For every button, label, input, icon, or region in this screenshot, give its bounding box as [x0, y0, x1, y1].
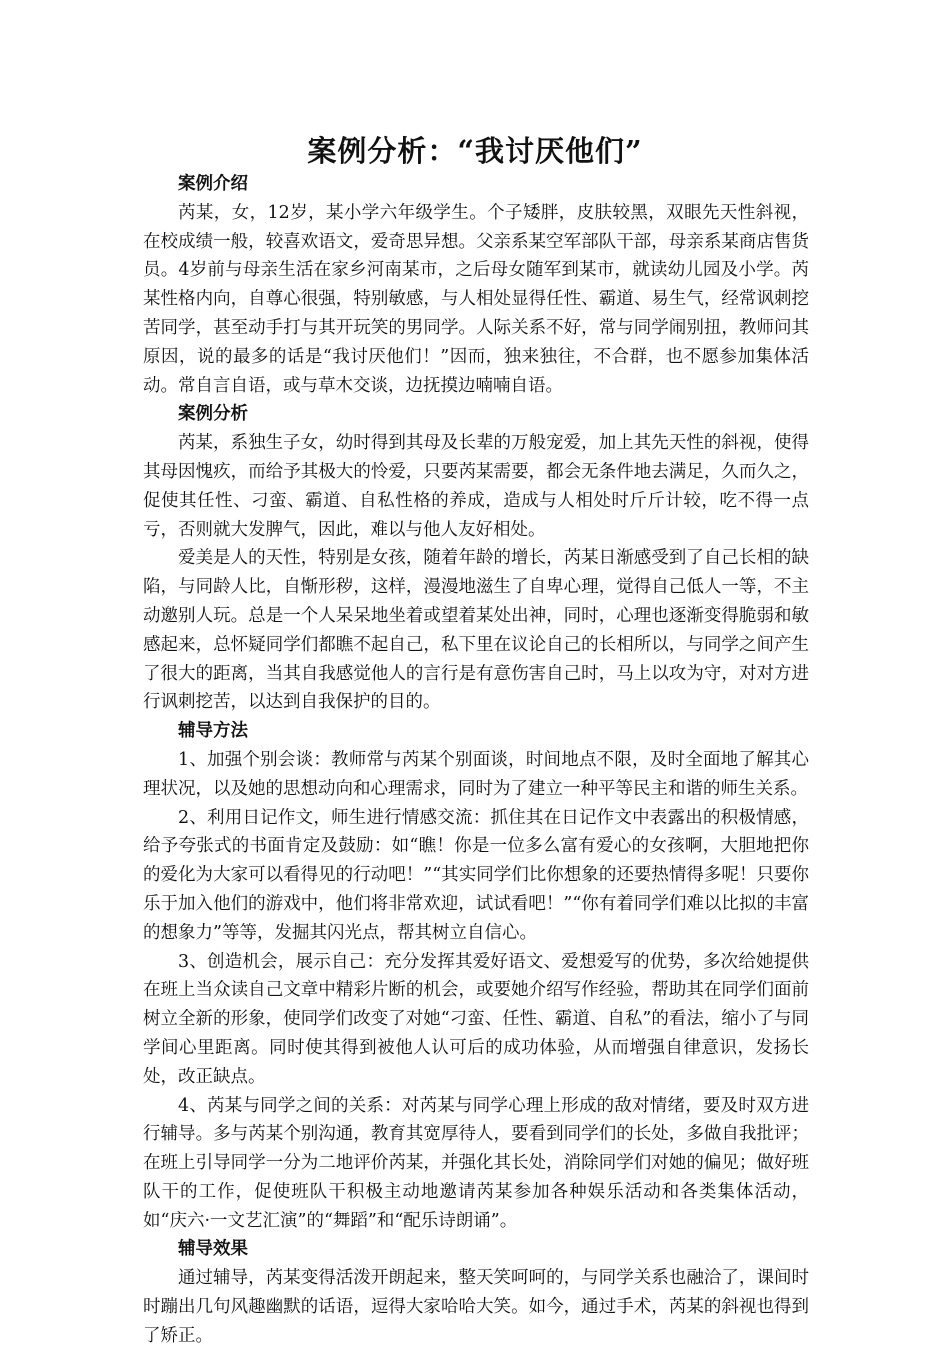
paragraph: 爱美是人的天性，特别是女孩，随着年龄的增长，芮某日渐感受到了自己长相的缺陷，与同龄人比，自惭形秽，这样，漫漫地滋生了自卑心理，觉得自己低人一等，不主动邀别人玩。总是一个人呆呆地坐着或望着某处出神，同时，心理也逐渐变得脆弱和敏感起来，总怀疑同学们都瞧不起自己，私下里在议论自己的长相所以，与同学之间产生了很大的距离，当其自我感觉他人的言行是有意伤害自己时，马上以攻为守，对对方进行讽刺挖苦，以达到自我保护的目的。 [143, 548, 809, 713]
paragraph: 4、芮某与同学之间的关系：对芮某与同学心理上形成的敌对情绪，要及时双方进行辅导。多与芮某个别沟通，教育其宽厚待人，要看到同学们的长处，多做自我批评；在班上引导同学一分为二地评价芮某，并强化其长处，消除同学们对她的偏见；做好班队干的工作，促使班队干积极主动地邀请芮某参加各种娱乐活动和各类集体活动，如“庆六·一文艺汇演”的“舞蹈”和“配乐诗朗诵”。 [143, 1095, 809, 1231]
page-title: 案例分析：“我讨厌他们” [307, 134, 643, 168]
section-heading-counseling-methods: 辅导方法 [178, 721, 248, 742]
document-body [143, 170, 809, 1351]
paragraph: 芮某，系独生子女，幼时得到其母及长辈的万般宠爱，加上其先天性的斜视，使得其母因愧疚，而给予其极大的怜爱，只要芮某需要，都会无条件地去满足，久而久之，促使其任性、刁蛮、霸道、自私性格的养成，造成与人相处时斤斤计较，吃不得一点亏，否则就大发脾气，因此，难以与他人友好相处。 [143, 433, 809, 540]
section-heading-case-intro: 案例介绍 [178, 174, 248, 194]
section-heading-counseling-results: 辅导效果 [178, 1239, 248, 1260]
paragraph: 芮某，女，12岁，某小学六年级学生。个子矮胖，皮肤较黑，双眼先天性斜视，在校成绩一般，较喜欢语文，爱奇思异想。父亲系某空军部队干部，母亲系某商店售货员。4岁前与母亲生活在家乡河南某市，之后母女随军到某市，就读幼儿园及小学。芮某性格内向，自尊心很强，特别敏感，与人相处显得任性、霸道、易生气，经常讽刺挖苦同学，甚至动手打与其开玩笑的男同学。人际关系不好，常与同学闹别扭，教师问其原因，说的最多的话是“我讨厌他们！”因而，独来独往，不合群，也不愿参加集体活动。常自言自语，或与草木交谈，边抚摸边喃喃自语。 [143, 202, 809, 396]
paragraph: 通过辅导，芮某变得活泼开朗起来，整天笑呵呵的，与同学关系也融洽了，课间时时蹦出几句风趣幽默的话语，逗得大家哈哈大笑。如今，通过手术，芮某的斜视也得到了矫正。 [143, 1268, 809, 1346]
paragraph: 1、加强个别会谈：教师常与芮某个别面谈，时间地点不限，及时全面地了解其心理状况，以及她的思想动向和心理需求，同时为了建立一种平等民主和谐的师生关系。 [143, 749, 809, 799]
paragraph: 2、利用日记作文，师生进行情感交流：抓住其在日记作文中表露出的积极情感，给予夸张式的书面肯定及鼓励：如“瞧！你是一位多么富有爱心的女孩啊，大胆地把你的爱化为大家可以看得见的行动吧！”“其实同学们比你想象的还要热情得多呢！只要你乐于加入他们的游戏中，他们将非常欢迎，试试看吧！”“你有着同学们难以比拟的丰富的想象力”等等，发掘其闪光点，帮其树立自信心。 [143, 807, 809, 943]
section-heading-case-analysis: 案例分析 [178, 404, 248, 425]
paragraph: 3、创造机会，展示自己：充分发挥其爱好语文、爱想爱写的优势，多次给她提供在班上当众读自己文章中精彩片断的机会，或要她介绍写作经验，帮助其在同学们面前树立全新的形象，使同学们改变了对她“刁蛮、任性、霸道、自私”的看法，缩小了与同学间心里距离。同时使其得到被他人认可后的成功体验，从而增强自律意识，发扬长处，改正缺点。 [143, 951, 809, 1087]
